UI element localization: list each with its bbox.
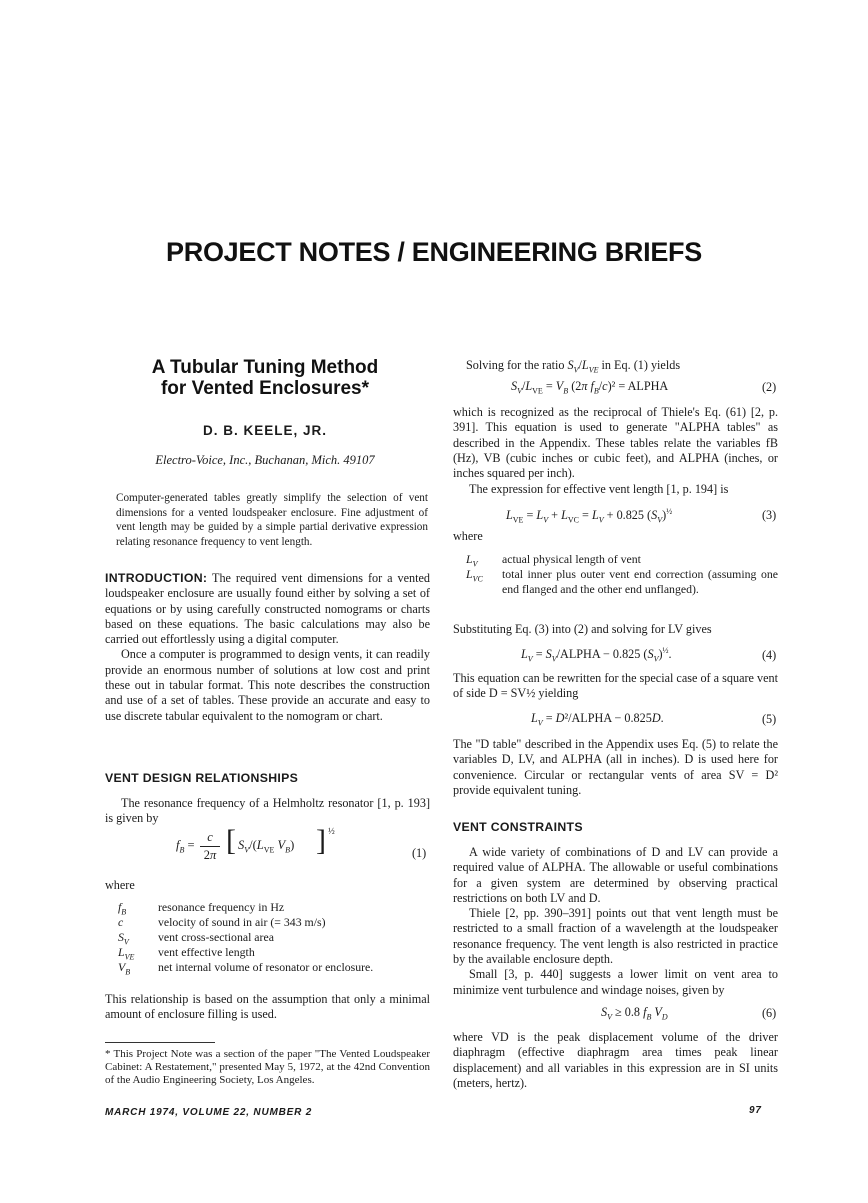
article-title	[105, 357, 425, 399]
def-text: vent effective length	[158, 945, 255, 959]
equation-2: $S_V/L_{VE} = V_B$ (2π $f_B/c)^2$ = ALPHA	[511, 379, 669, 396]
right-where: where	[453, 529, 483, 543]
vent-design-paragraph-2: This relationship is based on the assumption that only a minimal amount of enclosure filling is used.	[105, 992, 430, 1022]
def-symbol: $L_{VE}$	[118, 945, 135, 962]
introduction-section	[105, 571, 430, 724]
vent-design-definitions	[118, 900, 418, 980]
equation-5: $L_V$ = D²/ALPHA − 0.825D.	[531, 711, 664, 728]
def-text: net internal volume of resonator or enclosure.	[158, 960, 374, 974]
abstract: Computer-generated tables greatly simplify the selection of vent dimensions for a vented loudspeaker enclosure. Fine adjustment of vent length may be guided by a simple partial derivative expression relating resonance frequency to vent length.	[116, 492, 428, 548]
article-title-line-1: A Tubular Tuning Method	[151, 357, 379, 378]
paragraph-rewrite: This equation can be rewritten for the special case of a square vent of side D = SV½ yielding	[453, 671, 778, 701]
constraints-paragraph-2: Thiele [2, pp. 390–391] points out that vent length must be restricted to a small fraction of a wavelength at the loudspeaker resonance frequency. The vent length is also restricted in practice by the available enclosure depth.	[453, 906, 778, 967]
def-symbol: $f_B$	[118, 900, 127, 917]
constraints-paragraph-3: Small [3, p. 440] suggests a lower limit on vent area to minimize vent turbulence and windage noises, given by	[453, 967, 778, 997]
introduction-heading: INTRODUCTION:	[105, 571, 208, 585]
equation-3: $L_{VE} = L_V + L_{VC} = L_V + 0.825$ $(S_V)^{\frac{1}{2}}$	[506, 507, 673, 525]
vent-constraints-heading: VENT CONSTRAINTS	[453, 820, 583, 834]
vent-design-paragraph-1: The resonance frequency of a Helmholtz resonator [1, p. 193] is given by	[105, 796, 430, 826]
def-text: actual physical length of vent	[502, 552, 641, 566]
vent-design-heading: VENT DESIGN RELATIONSHIPS	[105, 771, 299, 785]
paragraph-after-eq2: which is recognized as the reciprocal of Thiele's Eq. (61) [2, p. 391]. This equation is used to generate "ALPHA tables" as described in the Appendix. These tables relate the variables fB (Hz), VB (cubic inches or cubic feet), and ALPHA (inches, or inches squared per inch).	[453, 405, 778, 481]
equation-3-number: (3)	[762, 508, 777, 522]
equation-5-number: (5)	[762, 712, 777, 726]
equation-1: $f_B$ = c 2π [ $S_V/(L_{VE}$ $V_B$) ] ½	[176, 824, 335, 862]
solving-line: Solving for the ratio $S_V/L_{VE}$ in Eq. (1) yields	[466, 358, 681, 375]
def-symbol: $S_V$	[118, 930, 129, 947]
paragraph-dtable: The "D table" described in the Appendix uses Eq. (5) to relate the variables D, LV, and ALPHA (all in inches). D is used here for convenience. Circular or rectangular vents of area SV = D² provide equivalent tuning.	[453, 737, 778, 797]
page-number: 97	[749, 1105, 762, 1116]
equation-4-number: (4)	[762, 648, 777, 662]
author: D. B. KEELE, JR.	[202, 423, 328, 438]
equation-1-number: (1)	[412, 846, 427, 860]
solving-tail: in Eq. (1) yields	[601, 358, 681, 372]
equation-4: $L_V$ = $S_V$/ALPHA − 0.825 $(S_V)^{\frac{1}{2}}$.	[521, 646, 672, 664]
constraints-paragraph-4: where VD is the peak displacement volume of the driver diaphragm (effective diaphragm area times peak linear displacement) and all variables in this expression are in SI units (meters, hertz).	[453, 1030, 778, 1090]
solving-text: Solving for the ratio	[466, 358, 565, 372]
right-definitions	[466, 552, 778, 614]
def-text: vent cross-sectional area	[158, 930, 274, 944]
def-text: velocity of sound in air (= 343 m/s)	[158, 915, 326, 929]
intro-paragraph-2: Once a computer is programmed to design vents, it can readily provide an enormous number of solutions at low cost and print these out in tabular format. This note describes the construction and use of a set of tables. These provide an accurate and easy to use discrete tabular equivalent to the nomogram or chart.	[105, 647, 430, 723]
def-symbol: $V_B$	[118, 960, 131, 977]
intro-paragraph-1: The required vent dimensions for a vented loudspeaker enclosure are usually found either by solving a set of equations or by using carefully constructed nomograms or charts based on these equations. The basic calculations may also be carried out effortlessly using a digital computer.	[105, 571, 430, 647]
affiliation: Electro-Voice, Inc., Buchanan, Mich. 49107	[155, 453, 375, 467]
article-title-line-2: for Vented Enclosures*	[160, 378, 369, 399]
paragraph-expression: The expression for effective vent length [1, p. 194] is	[469, 482, 729, 496]
vent-constraints-body	[453, 845, 778, 998]
footnote: * This Project Note was a section of the paper "The Vented Loudspeaker Cabinet: A Restatement," presented May 5, 1972, at the 42nd Convention of the Audio Engineering Society, Los Angeles.	[105, 1048, 430, 1087]
constraints-paragraph-1: A wide variety of combinations of D and LV can provide a required value of ALPHA. The allowable or useful combinations for a given system are determined by observing practical restrictions on both LV and D.	[453, 845, 778, 905]
def-symbol: c	[118, 915, 124, 929]
equation-2-number: (2)	[762, 380, 777, 394]
def-symbol: $L_V$	[466, 552, 478, 569]
page-header: PROJECT NOTES / ENGINEERING BRIEFS	[166, 237, 702, 267]
footer-issue: MARCH 1974, VOLUME 22, NUMBER 2	[105, 1107, 313, 1118]
def-text: total inner plus outer vent end correction (assuming one end flanged and the other end unflanged).	[502, 567, 778, 597]
vent-design-where: where	[105, 878, 135, 892]
def-symbol: $L_{VC}$	[466, 567, 483, 584]
equation-6: $S_V \ge 0.8$ $f_B$ $V_D$	[601, 1005, 668, 1022]
def-text: resonance frequency in Hz	[158, 900, 285, 914]
footnote-rule	[105, 1042, 215, 1043]
paragraph-substituting: Substituting Eq. (3) into (2) and solving for LV gives	[453, 622, 712, 636]
equation-6-number: (6)	[762, 1006, 777, 1020]
